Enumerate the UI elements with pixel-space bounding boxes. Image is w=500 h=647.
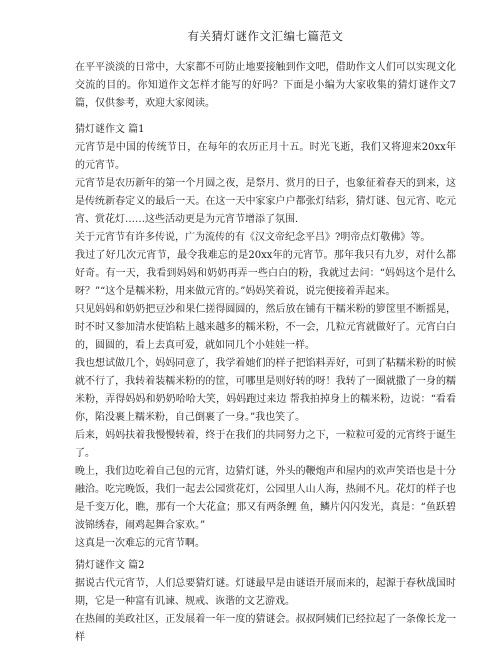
paragraph: 晚上，我们边吃着自己包的元宵，边猜灯谜，外头的鞭炮声和屋内的欢声笑语也是十分融洽。吃完晚饭，我们一起去公园赏花灯，公园里人山人海，热闹不凡。花灯的样子也是千变万化，瞧，那有一个大花盒；那又有两条鲤 鱼，鳞片闪闪发光，真是：“鱼跃碧波锦绣春，闹鸡起舞合家欢。”: [75, 466, 456, 531]
paragraph: 这真是一次难忘的元宵节啊。: [75, 538, 205, 549]
section-heading-2: 猜灯谜作文 篇2: [75, 560, 145, 571]
intro-paragraph: 在平平淡淡的日常中，大家都不可防止地要接触到作文吧，借助作文人们可以实现文化交流的目的。你知道作文怎样才能写的好吗？下面是小编为大家收集的猜灯谜作文7篇，仅供参考，欢迎大家阅读。: [75, 62, 456, 109]
paragraph: 据说古代元宵节，人们总要猜灯谜。灯谜最早是由谜语开展而来的，起源于春秋战国时期，它是一种富有讥谏、规戒、诙谐的文艺游戏。: [75, 578, 456, 607]
paragraph: 我也想试做几个，妈妈同意了，我学着她们的样子把馅料弄好，可到了粘糯米粉的时候就不行了，我转着装糯米粉的的筐，可哪里是则好转的呀！我转了一圈就撒了一身的糯米粉，弄得妈妈和奶奶哈哈大笑，妈妈跑过来边 帮我拍掉身上的糯米粉，边说：“看看你，陷没裹上糯米粉，自己倒裹了一身。”我也笑了。: [75, 358, 456, 423]
paragraph: 我过了好几次元宵节，最令我难忘的是20xx年的元宵节。那年我只有九岁，对什么都好奇。有一天，我看到妈妈和奶奶再弄一些白白的粉，我就过去问：“妈妈这个是什么呀？”“这个是糯米粉，用来做元宵的。”妈妈笑着说，说完便接着弄起来。: [75, 250, 456, 297]
section-heading-1: 猜灯谜作文 篇1: [75, 124, 145, 135]
paragraph: 元宵节是农历新年的第一个月圆之夜，是祭月、赏月的日子，也象征着春天的到来，这是传统新春定义的最后一天。在这一天中家家户户都张灯结彩，猜灯谜、包元宵、吃元宵、赏花灯……这些活动更是为元宵节增添了氛围．: [75, 178, 456, 225]
paragraph: 后来，妈妈扶着我慢慢转着，终于在我们的共同努力之下，一粒粒可爱的元宵终于诞生了。: [75, 430, 456, 459]
paragraph: 在热闹的美政社区，正发展着一年一度的猜谜会。叔叔阿姨们已经拉起了一条像长龙一样: [75, 614, 456, 643]
document-title: 有关猜灯谜作文汇编七篇范文: [187, 29, 344, 43]
paragraph: 元宵节是中国的传统节日，在每年的农历正月十五。时光飞逝，我们又将迎来20xx年的元宵节。: [75, 142, 456, 171]
paragraph: 只见妈妈和奶奶把豆沙和果仁搓得圆圆的，然后放在铺有干糯米粉的箩筐里不断摇晃，时不时又参加清水使馅粘上越来越多的糯米粉，不一会，几粒元宵就做好了。元宵白白的，圆圆的，看上去真可爱，就如同几个小娃娃一样。: [75, 304, 456, 351]
paragraph: 关于元宵节有许多传说，广为流传的有《汉文帝纪念平吕》?明帝点灯敬佛》等。: [75, 232, 431, 243]
